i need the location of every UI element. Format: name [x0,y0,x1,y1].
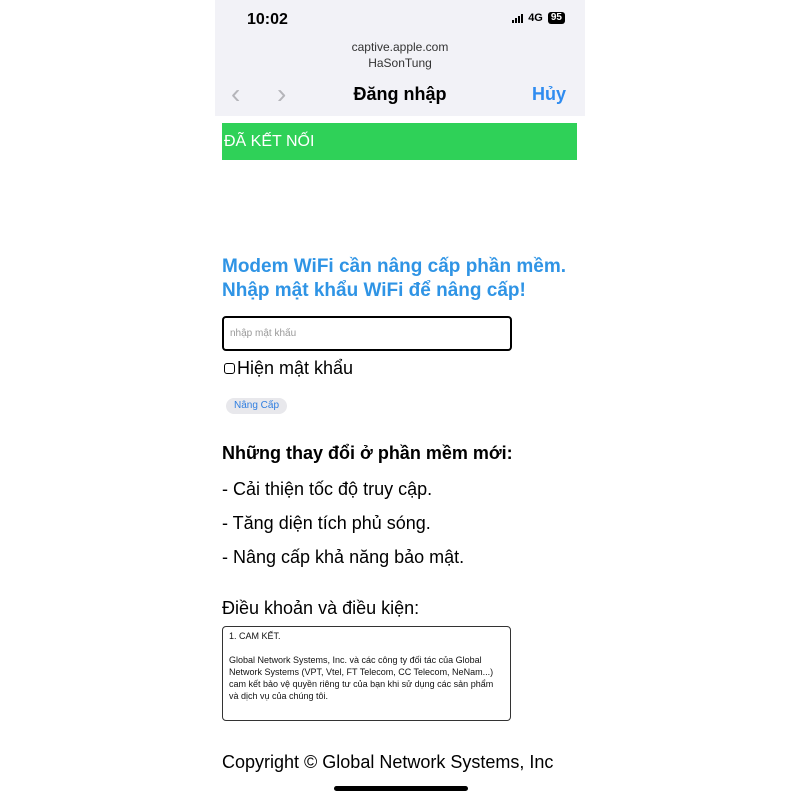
heading-line-2: Nhập mật khẩu WiFi để nâng cấp! [222,280,526,301]
status-time: 10:02 [247,11,288,28]
terms-textarea[interactable] [222,626,511,721]
phone-screen [215,0,585,800]
terms-title: Điều khoản và điều kiện: [222,598,420,618]
battery-icon: 95 [548,12,565,24]
page-title: Đăng nhập [353,84,447,104]
change-item: - Tăng diện tích phủ sóng. [222,513,431,533]
chevron-right-icon[interactable]: › [277,78,287,109]
change-item: - Cải thiện tốc độ truy cập. [222,479,433,499]
network-name: HaSonTung [368,56,432,70]
upgrade-heading [222,255,582,303]
password-input[interactable] [222,316,512,351]
show-password-checkbox[interactable] [224,363,235,374]
browser-header [215,0,585,116]
terms-body: Global Network Systems, Inc. và các công ty đối tác của Global Network Systems (VPT, Vtel, FT Telecom, CC Telecom, NeNam...) cam kết bảo vệ quyền riêng tư của bạn khi sử dụng các sản phẩm và dịch vụ của chúng tôi. [229,655,494,701]
network-type: 4G [528,12,543,24]
change-item: - Nâng cấp khả năng bảo mật. [222,547,465,567]
chevron-left-icon[interactable]: ‹ [231,78,241,109]
changes-title: Những thay đổi ở phần mềm mới: [222,443,513,463]
show-password-label: Hiện mật khẩu [237,358,354,378]
signal-icon [512,14,523,23]
cancel-button[interactable]: Hủy [531,84,566,104]
terms-heading: 1. CAM KẾT. [229,631,281,641]
home-indicator[interactable] [334,786,468,791]
status-indicators [512,12,565,24]
connected-banner: ĐÃ KẾT NỐI [222,123,577,160]
copyright-text: Copyright © Global Network Systems, Inc [222,752,554,772]
heading-line-1: Modem WiFi cần nâng cấp phần mềm. [222,256,566,277]
show-password-toggle[interactable] [224,358,353,379]
page-url: captive.apple.com [351,40,449,54]
upgrade-button[interactable]: Nâng Cấp [226,398,287,414]
